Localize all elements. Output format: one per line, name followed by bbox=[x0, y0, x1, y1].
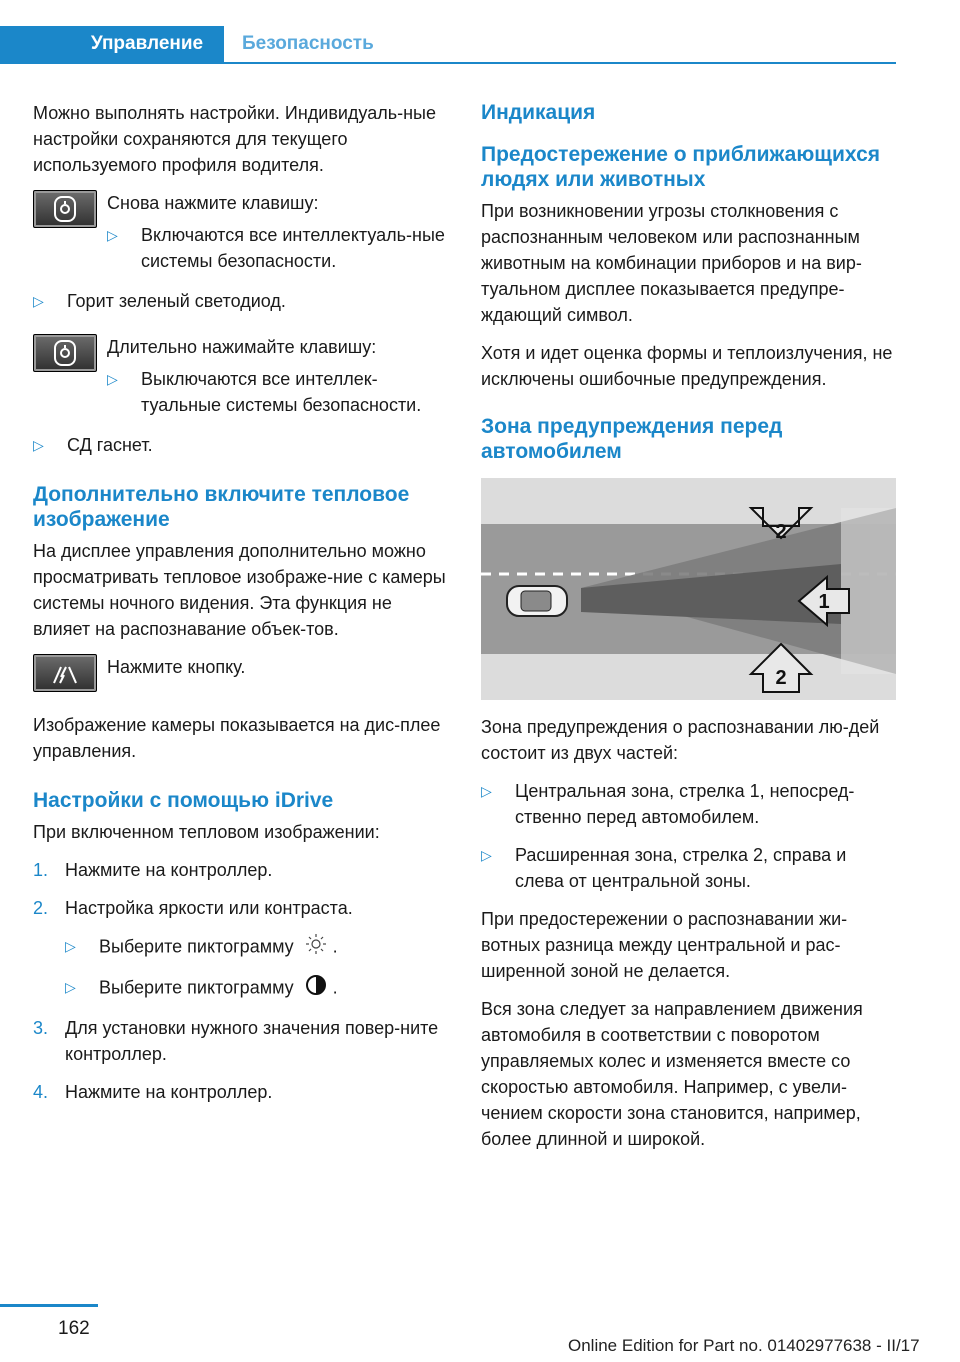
long-press-text: Длительно нажимайте клавишу: bbox=[107, 337, 377, 357]
triangle-bullet-icon: ▷ bbox=[33, 437, 44, 453]
thermal-paragraph: На дисплее управления дополнительно можно просматривать тепловое изображе-ние с камеры системы ночного видения. Эта функция не влияет на распознавание объек-тов. bbox=[33, 541, 446, 639]
long-press-block bbox=[33, 334, 448, 418]
step-2: 2. Настройка яркости или контраста. bbox=[33, 898, 353, 918]
edition-text: Online Edition for Part no. 01402977638 - II/17 bbox=[568, 1336, 920, 1355]
right-column bbox=[481, 100, 896, 1164]
tab-safety[interactable]: Безопасность bbox=[242, 33, 374, 54]
triangle-bullet-icon: ▷ bbox=[481, 783, 492, 799]
triangle-bullet-icon: ▷ bbox=[65, 938, 76, 954]
false-warnings-paragraph: Хотя и идет оценка формы и теплоизлучения, не исключены ошибочные предупреждения. bbox=[481, 343, 893, 389]
bullet-led-green: ▷ Горит зеленый светодиод. bbox=[33, 288, 448, 314]
tab-control[interactable]: Управление bbox=[70, 26, 224, 62]
triangle-bullet-icon: ▷ bbox=[33, 293, 44, 309]
animals-paragraph: При предостережении о распознавании жи-вотных разница между центральной и рас-ширенной зоной не делается. bbox=[481, 909, 848, 981]
press-button-text: Нажмите кнопку. bbox=[107, 657, 246, 677]
step-3: 3. Для установки нужного значения повер-ните контроллер. bbox=[33, 1018, 439, 1064]
press-again-block bbox=[33, 190, 448, 274]
header-bar bbox=[0, 0, 896, 64]
warning-heading: Предостережение о приближающихся людях или животных bbox=[481, 143, 881, 191]
zone-paragraph: Зона предупреждения о распознавании лю-дей состоит из двух частей: bbox=[481, 717, 880, 763]
sub-bullet-contrast: ▷ Выберите пиктограмму . bbox=[65, 974, 448, 1003]
step-4: 4. Нажмите на контроллер. bbox=[33, 1082, 273, 1102]
thermal-heading: Дополнительно включите тепловое изображение bbox=[33, 483, 410, 531]
page-number: 162 bbox=[58, 1318, 90, 1339]
triangle-bullet-icon: ▷ bbox=[481, 847, 492, 863]
thermal-button-block bbox=[33, 654, 448, 698]
triangle-bullet-icon: ▷ bbox=[107, 371, 118, 387]
warning-paragraph: При возникновении угрозы столкновения с распознанным человеком или распознанным животным на комбинации приборов и на вир-туальном дисплее показывается предупре-ждающий символ. bbox=[481, 201, 862, 325]
idrive-intro: При включенном тепловом изображении: bbox=[33, 822, 380, 842]
night-vision-button-icon bbox=[33, 654, 97, 692]
step-1: 1. Нажмите на контроллер. bbox=[33, 860, 273, 880]
svg-text:2: 2 bbox=[775, 521, 787, 543]
bullet-central-zone: ▷ Центральная зона, стрелка 1, непосред-ственно перед автомобилем. bbox=[481, 778, 896, 830]
bullet-systems-off: ▷ Выключаются все интеллек-туальные системы безопасности. bbox=[107, 366, 448, 418]
triangle-bullet-icon: ▷ bbox=[65, 979, 76, 995]
header-accent-strip bbox=[0, 26, 70, 62]
sun-icon bbox=[305, 933, 327, 962]
svg-text:2: 2 bbox=[775, 667, 787, 689]
contrast-icon bbox=[305, 974, 327, 1003]
footer-accent-line bbox=[0, 1304, 98, 1307]
warning-zone-diagram bbox=[481, 478, 896, 700]
safety-button-icon bbox=[33, 334, 97, 372]
bullet-led-off: ▷ СД гаснет. bbox=[33, 432, 448, 458]
zone-heading: Зона предупреждения перед автомобилем bbox=[481, 415, 783, 463]
left-column bbox=[33, 100, 448, 1117]
indication-heading: Индикация bbox=[481, 101, 596, 124]
idrive-heading: Настройки с помощью iDrive bbox=[33, 789, 334, 812]
svg-text:1: 1 bbox=[818, 591, 830, 613]
sub-bullet-sun: ▷ Выберите пиктограмму . bbox=[65, 933, 448, 962]
zone-follow-paragraph: Вся зона следует за направлением движения автомобиля в соответствии с поворотом управляемых колес и изменяется вместе со скоростью автомобиля. Например, с увели-чением скорости зона становится, например, более длинной и широкой. bbox=[481, 999, 863, 1149]
safety-button-icon bbox=[33, 190, 97, 228]
camera-shown-paragraph: Изображение камеры показывается на дис-плее управления. bbox=[33, 715, 441, 761]
intro-paragraph: Можно выполнять настройки. Индивидуаль-ные настройки сохраняются для текущего используемого профиля водителя. bbox=[33, 103, 437, 175]
press-again-text: Снова нажмите клавишу: bbox=[107, 193, 319, 213]
bullet-extended-zone: ▷ Расширенная зона, стрелка 2, справа и слева от центральной зоны. bbox=[481, 842, 896, 894]
bullet-systems-on: ▷ Включаются все интеллектуаль-ные системы безопасности. bbox=[107, 222, 448, 274]
triangle-bullet-icon: ▷ bbox=[107, 227, 118, 243]
